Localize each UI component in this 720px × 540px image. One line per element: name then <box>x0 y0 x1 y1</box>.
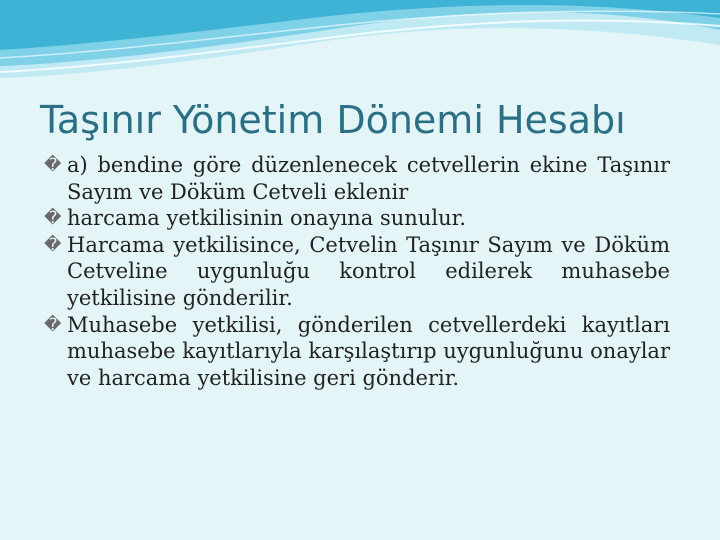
list-item <box>42 312 670 392</box>
list-item-text: harcama yetkilisinin onayına sunulur. <box>67 206 466 231</box>
list-item-text: Muhasebe yetkilisi, gönderilen cetvellerdeki kayıtları muhasebe kayıtlarıyla karşılaştırıp uygunluğunu onaylar ve harcama yetkilisine geri gönderir. <box>67 312 670 390</box>
list-item <box>42 232 670 312</box>
list-item-text: Harcama yetkilisince, Cetvelin Taşınır Sayım ve Döküm Cetveline uygunluğu kontrol edilerek muhasebe yetkilisine gönderilir. <box>67 232 670 310</box>
list-item <box>42 152 670 205</box>
bullet-marker: � <box>44 314 62 335</box>
list-item-text: a) bendine göre düzenlenecek cetvellerin ekine Taşınır Sayım ve Döküm Cetveli eklenir <box>67 153 670 204</box>
bullet-marker: � <box>44 155 62 175</box>
bullet-list <box>42 152 670 391</box>
bullet-marker: � <box>44 208 62 229</box>
list-item <box>42 205 670 232</box>
bullet-marker: � <box>44 234 62 255</box>
page-title: Taşınır Yönetim Dönemi Hesabı <box>40 98 626 142</box>
